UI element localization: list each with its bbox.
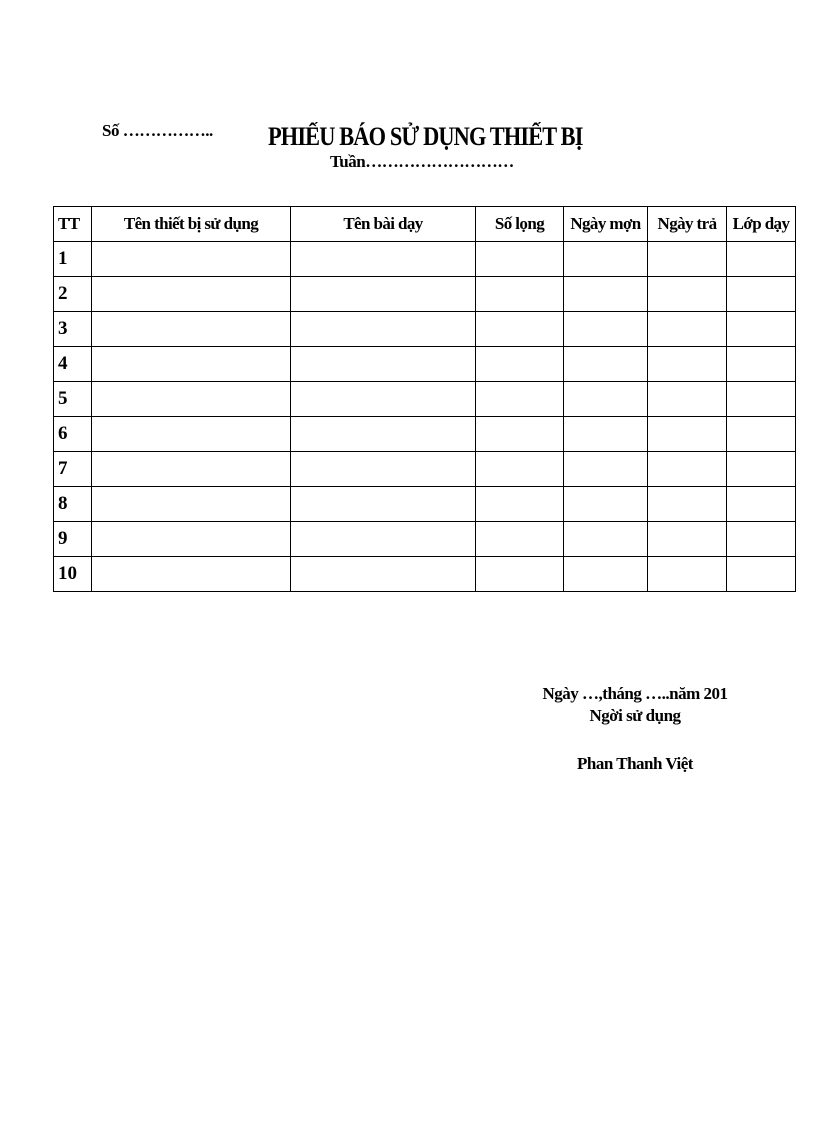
cell-borrow-date bbox=[564, 277, 648, 312]
table-row bbox=[54, 347, 796, 382]
signature-block bbox=[530, 683, 740, 775]
cell-class bbox=[727, 382, 796, 417]
cell-equipment-name bbox=[92, 557, 291, 592]
table-row bbox=[54, 417, 796, 452]
signer-role: Ngời sử dụng bbox=[589, 706, 681, 725]
cell-quantity bbox=[476, 312, 564, 347]
column-header-equipment-name: Tên thiết bị sử dụng bbox=[92, 207, 291, 242]
cell-return-date bbox=[648, 347, 727, 382]
row-index: 5 bbox=[54, 382, 92, 417]
table-row bbox=[54, 487, 796, 522]
serial-number: Số …………….. bbox=[102, 121, 213, 140]
table-row bbox=[54, 452, 796, 487]
cell-lesson-name bbox=[291, 277, 476, 312]
cell-borrow-date bbox=[564, 347, 648, 382]
cell-borrow-date bbox=[564, 557, 648, 592]
cell-class bbox=[727, 417, 796, 452]
column-header-index: TT bbox=[54, 207, 92, 242]
cell-quantity bbox=[476, 242, 564, 277]
cell-equipment-name bbox=[92, 522, 291, 557]
table-row bbox=[54, 557, 796, 592]
cell-class bbox=[727, 242, 796, 277]
cell-class bbox=[727, 487, 796, 522]
cell-class bbox=[727, 452, 796, 487]
cell-return-date bbox=[648, 452, 727, 487]
cell-class bbox=[727, 522, 796, 557]
row-index: 9 bbox=[54, 522, 92, 557]
cell-class bbox=[727, 277, 796, 312]
table-row bbox=[54, 242, 796, 277]
cell-equipment-name bbox=[92, 242, 291, 277]
cell-class bbox=[727, 312, 796, 347]
cell-return-date bbox=[648, 242, 727, 277]
cell-quantity bbox=[476, 452, 564, 487]
week-line: Tuần……………………… bbox=[330, 152, 514, 171]
cell-quantity bbox=[476, 557, 564, 592]
cell-return-date bbox=[648, 277, 727, 312]
cell-borrow-date bbox=[564, 417, 648, 452]
table-row bbox=[54, 522, 796, 557]
row-index: 4 bbox=[54, 347, 92, 382]
cell-lesson-name bbox=[291, 487, 476, 522]
date-line: Ngày …,tháng …..năm 201 bbox=[542, 684, 728, 703]
cell-return-date bbox=[648, 522, 727, 557]
cell-borrow-date bbox=[564, 452, 648, 487]
cell-return-date bbox=[648, 312, 727, 347]
cell-quantity bbox=[476, 522, 564, 557]
cell-equipment-name bbox=[92, 277, 291, 312]
cell-return-date bbox=[648, 382, 727, 417]
cell-lesson-name bbox=[291, 452, 476, 487]
cell-class bbox=[727, 347, 796, 382]
document-title: PHIẾU BÁO SỬ DỤNG THIẾT BỊ bbox=[268, 122, 583, 151]
cell-class bbox=[727, 557, 796, 592]
table-header-row bbox=[54, 207, 796, 242]
cell-lesson-name bbox=[291, 417, 476, 452]
cell-quantity bbox=[476, 382, 564, 417]
column-header-lesson-name: Tên bài dạy bbox=[291, 207, 476, 242]
table-row bbox=[54, 277, 796, 312]
cell-lesson-name bbox=[291, 522, 476, 557]
row-index: 1 bbox=[54, 242, 92, 277]
table-row bbox=[54, 312, 796, 347]
column-header-quantity: Số lọng bbox=[476, 207, 564, 242]
column-header-return-date: Ngày trả bbox=[648, 207, 727, 242]
column-header-class: Lớp dạy bbox=[727, 207, 796, 242]
cell-lesson-name bbox=[291, 557, 476, 592]
cell-lesson-name bbox=[291, 347, 476, 382]
cell-equipment-name bbox=[92, 452, 291, 487]
cell-borrow-date bbox=[564, 522, 648, 557]
cell-quantity bbox=[476, 417, 564, 452]
cell-return-date bbox=[648, 487, 727, 522]
signer-name: Phan Thanh Việt bbox=[577, 754, 693, 773]
row-index: 6 bbox=[54, 417, 92, 452]
row-index: 3 bbox=[54, 312, 92, 347]
cell-borrow-date bbox=[564, 487, 648, 522]
row-index: 8 bbox=[54, 487, 92, 522]
cell-equipment-name bbox=[92, 382, 291, 417]
equipment-usage-table bbox=[53, 206, 796, 592]
cell-return-date bbox=[648, 557, 727, 592]
cell-borrow-date bbox=[564, 242, 648, 277]
cell-return-date bbox=[648, 417, 727, 452]
cell-borrow-date bbox=[564, 312, 648, 347]
cell-equipment-name bbox=[92, 347, 291, 382]
column-header-borrow-date: Ngày mợn bbox=[564, 207, 648, 242]
cell-equipment-name bbox=[92, 417, 291, 452]
cell-lesson-name bbox=[291, 382, 476, 417]
cell-equipment-name bbox=[92, 312, 291, 347]
cell-quantity bbox=[476, 277, 564, 312]
row-index: 10 bbox=[54, 557, 92, 592]
cell-lesson-name bbox=[291, 312, 476, 347]
cell-borrow-date bbox=[564, 382, 648, 417]
row-index: 7 bbox=[54, 452, 92, 487]
row-index: 2 bbox=[54, 277, 92, 312]
table-row bbox=[54, 382, 796, 417]
cell-equipment-name bbox=[92, 487, 291, 522]
cell-lesson-name bbox=[291, 242, 476, 277]
cell-quantity bbox=[476, 487, 564, 522]
cell-quantity bbox=[476, 347, 564, 382]
